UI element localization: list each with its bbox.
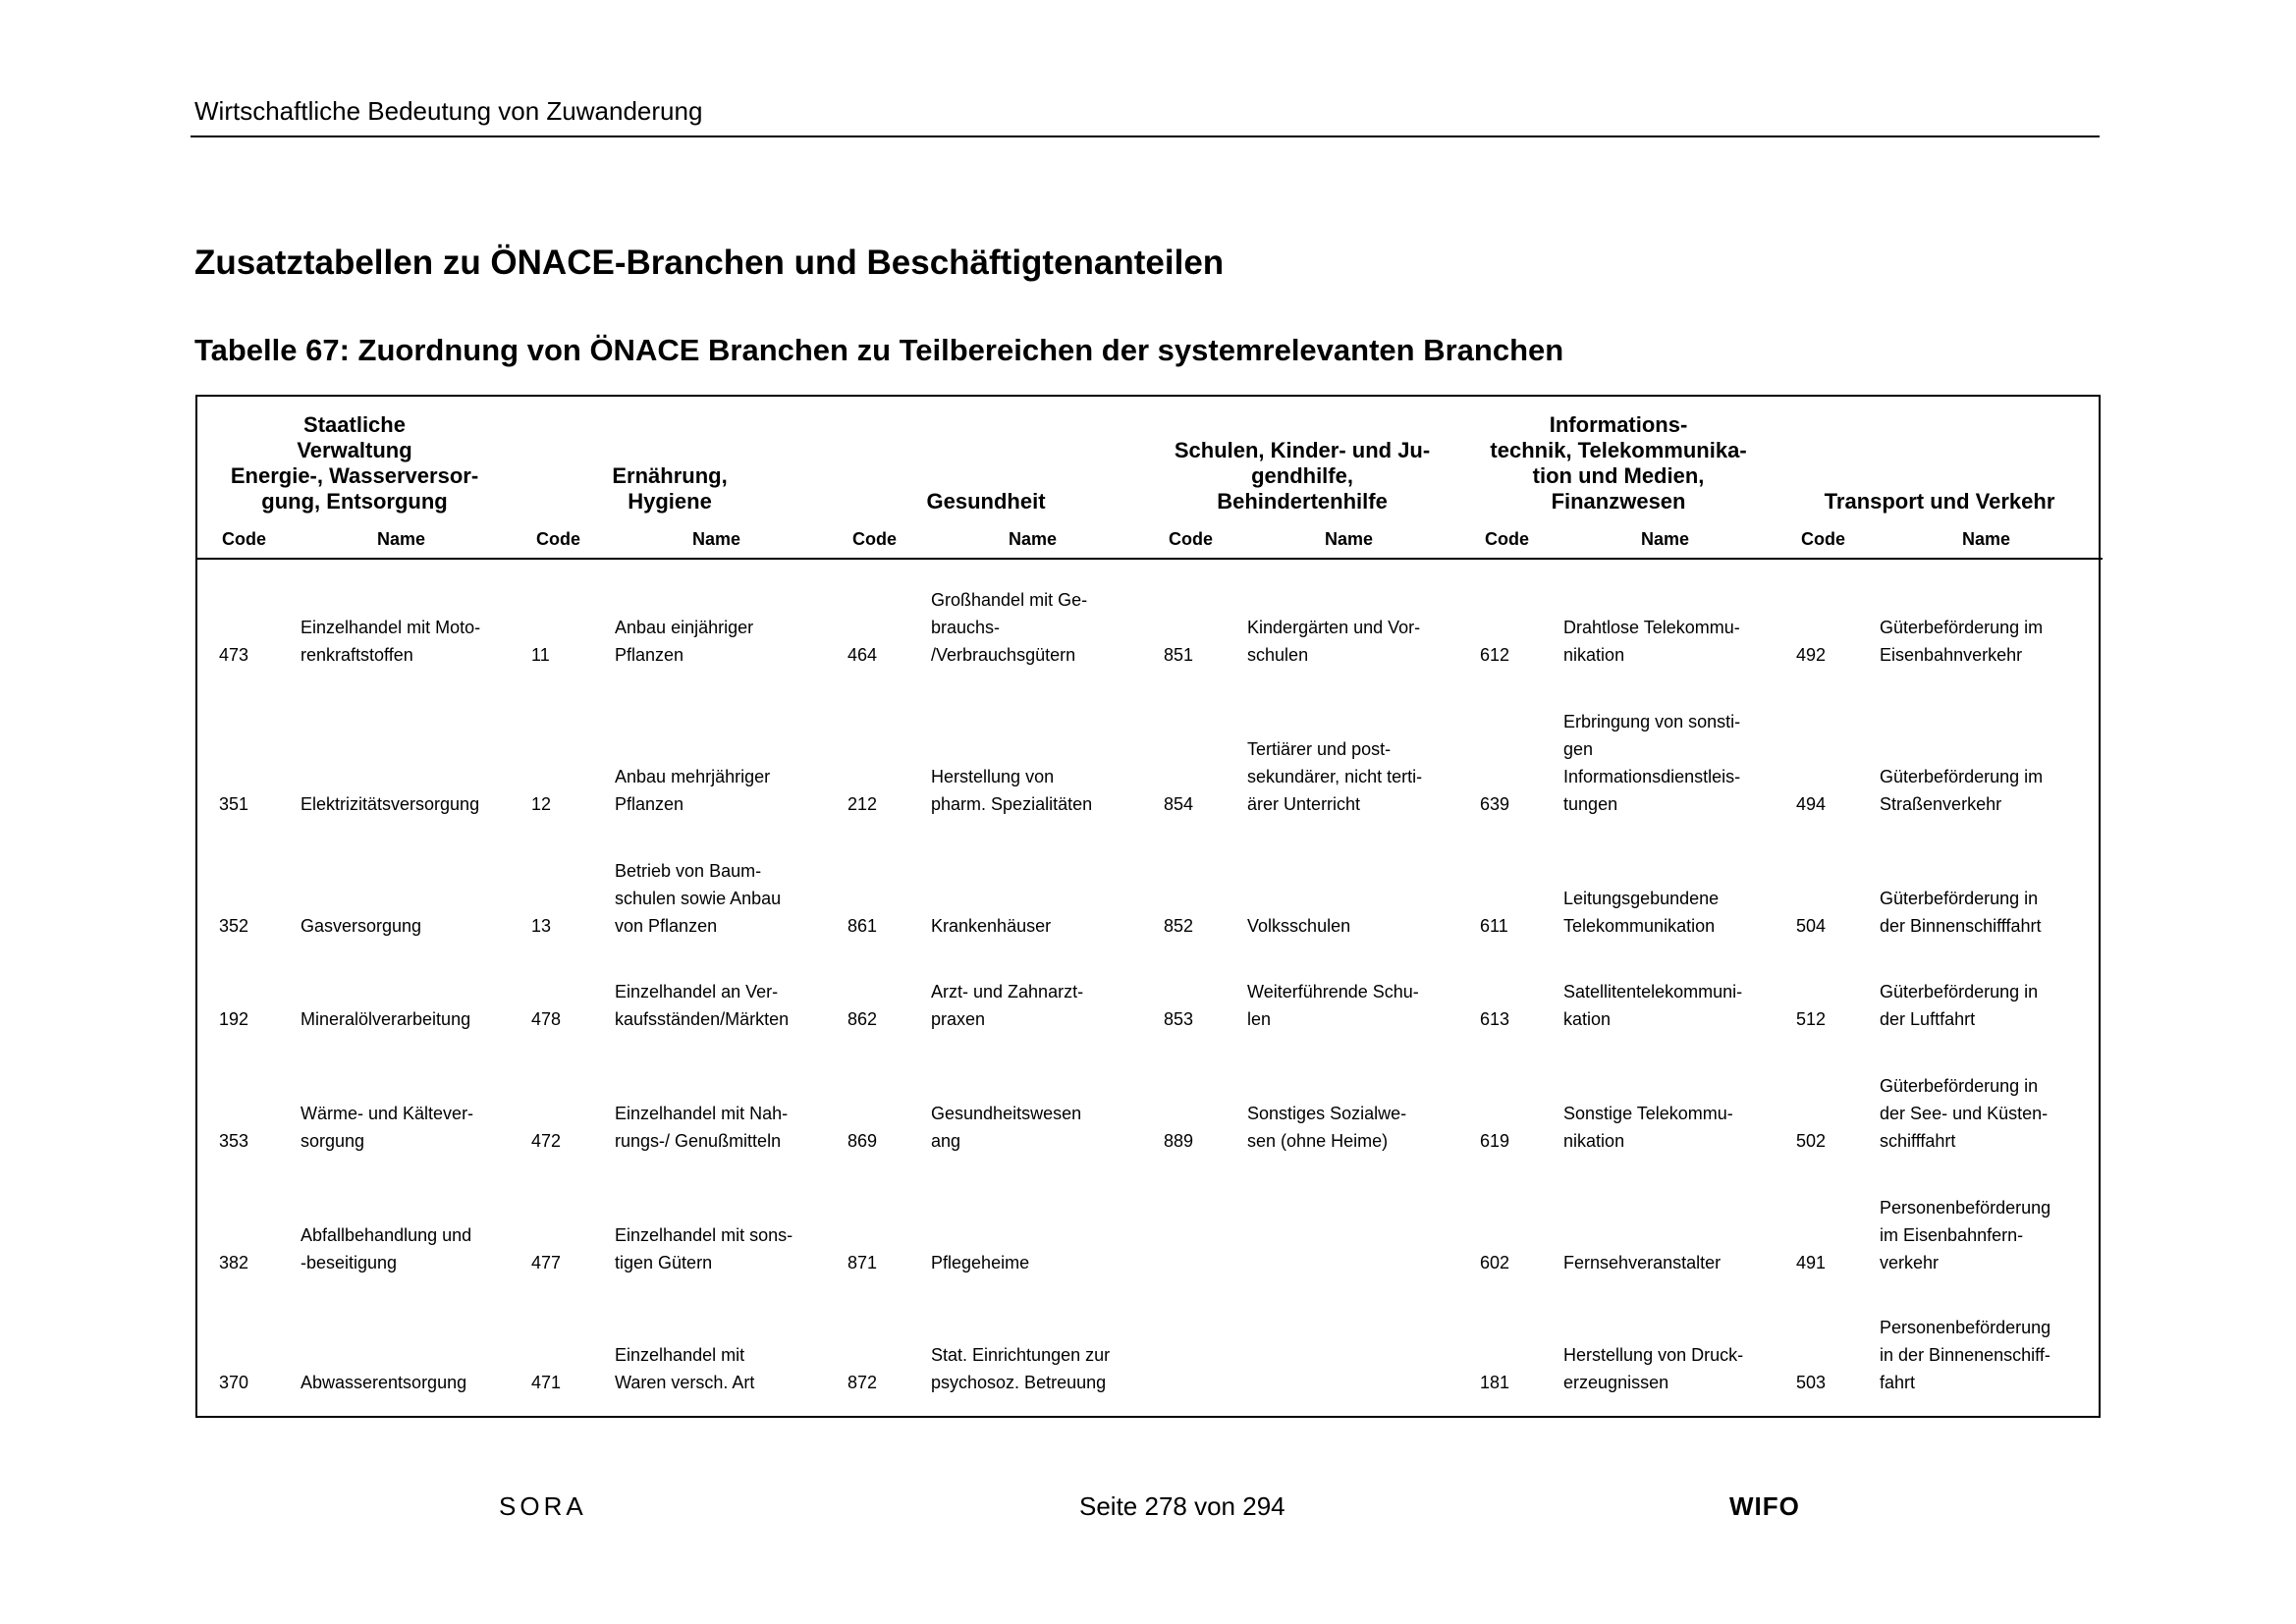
name-cell xyxy=(605,1033,828,1155)
name-line: Erbringung von sonsti- xyxy=(1563,712,1741,731)
name-cell xyxy=(1554,669,1777,818)
footer-sora-logo: SORA xyxy=(499,1491,587,1521)
name-line: Waren versch. Art xyxy=(615,1373,755,1392)
code-cell: 13 xyxy=(531,916,552,936)
code-cell: 370 xyxy=(219,1373,249,1392)
name-cell xyxy=(291,1276,512,1396)
group-header-line: Transport und Verkehr xyxy=(1824,489,2055,514)
name-line: Krankenhäuser xyxy=(931,916,1052,936)
code-cell: 851 xyxy=(1164,645,1194,665)
name-line: Güterbeförderung in xyxy=(1880,889,2039,908)
code-cell xyxy=(1144,1276,1237,1396)
name-cell xyxy=(1870,669,2103,818)
name-cell xyxy=(1554,1033,1777,1155)
name-line: Volksschulen xyxy=(1247,916,1351,936)
name-header: Name xyxy=(1554,520,1777,559)
code-cell: 611 xyxy=(1480,916,1508,936)
group-header xyxy=(828,397,1144,520)
code-cell: 473 xyxy=(219,645,249,665)
name-line: schulen xyxy=(1247,645,1309,665)
group-header-line: Finanzwesen xyxy=(1551,489,1686,514)
name-cell xyxy=(1870,1033,2103,1155)
group-header-line: gendhilfe, xyxy=(1251,463,1353,488)
footer-wifo-logo: WIFO xyxy=(1729,1491,1800,1521)
name-cell xyxy=(1237,1155,1460,1276)
code-cell: 872 xyxy=(847,1373,878,1392)
name-line: Personenbeförderung xyxy=(1880,1198,2051,1218)
code-cell: 853 xyxy=(1164,1009,1194,1029)
name-cell xyxy=(1237,818,1460,940)
name-cell xyxy=(1870,1155,2103,1276)
name-line: len xyxy=(1247,1009,1272,1029)
name-cell xyxy=(1554,818,1777,940)
name-line: schifffahrt xyxy=(1880,1131,1956,1151)
name-cell xyxy=(1237,940,1460,1033)
name-line: tungen xyxy=(1563,794,1618,814)
name-line: in der Binnenenschiff- xyxy=(1880,1345,2050,1365)
name-line: Tertiärer und post- xyxy=(1247,739,1392,759)
section-title: Zusatztabellen zu ÖNACE-Branchen und Beschäftigtenanteilen xyxy=(194,244,1225,282)
name-cell xyxy=(1554,1276,1777,1396)
table-row xyxy=(197,818,2103,940)
group-header-line: Energie-, Wasserversor- xyxy=(230,463,479,488)
code-cell: 613 xyxy=(1480,1009,1510,1029)
header-rule xyxy=(191,135,2100,137)
branch-table xyxy=(197,397,2103,1396)
name-header: Name xyxy=(291,520,512,559)
name-line: Straßenverkehr xyxy=(1880,794,2002,814)
name-line: der Binnenschifffahrt xyxy=(1880,916,2042,936)
code-cell xyxy=(1144,1155,1237,1276)
code-cell: 12 xyxy=(531,794,552,814)
code-cell: 11 xyxy=(531,645,550,665)
name-line: renkraftstoffen xyxy=(301,645,413,665)
name-line: kaufsständen/Märkten xyxy=(615,1009,790,1029)
name-line: Einzelhandel mit Moto- xyxy=(301,618,481,637)
code-cell: 889 xyxy=(1164,1131,1194,1151)
name-line: Sonstiges Sozialwe- xyxy=(1247,1104,1407,1123)
name-cell xyxy=(605,940,828,1033)
code-cell: 351 xyxy=(219,794,249,814)
code-header: Code xyxy=(1777,520,1870,559)
name-line: Gasversorgung xyxy=(301,916,422,936)
name-line: ärer Unterricht xyxy=(1247,794,1361,814)
code-header: Code xyxy=(197,520,291,559)
name-line: Herstellung von xyxy=(931,767,1055,786)
code-cell: 491 xyxy=(1796,1253,1827,1272)
name-header: Name xyxy=(1237,520,1460,559)
name-line: sorgung xyxy=(301,1131,365,1151)
table-row xyxy=(197,1276,2103,1396)
name-line: nikation xyxy=(1563,1131,1625,1151)
code-cell: 464 xyxy=(847,645,878,665)
name-line: Pflanzen xyxy=(615,645,684,665)
name-line: Güterbeförderung in xyxy=(1880,1076,2039,1096)
name-cell xyxy=(1237,1033,1460,1155)
name-line: Einzelhandel mit xyxy=(615,1345,745,1365)
name-line: Güterbeförderung im xyxy=(1880,767,2044,786)
name-cell xyxy=(1554,559,1777,669)
name-line: Einzelhandel mit sons- xyxy=(615,1225,793,1245)
code-cell: 478 xyxy=(531,1009,562,1029)
name-line: kation xyxy=(1563,1009,1612,1029)
name-cell xyxy=(1870,559,2103,669)
name-cell xyxy=(1870,1276,2103,1396)
code-cell: 862 xyxy=(847,1009,878,1029)
name-line: Informationsdienstleis- xyxy=(1563,767,1741,786)
name-cell xyxy=(605,669,828,818)
name-cell xyxy=(921,559,1144,669)
name-line: Güterbeförderung im xyxy=(1880,618,2044,637)
name-line: -beseitigung xyxy=(301,1253,398,1272)
group-header-line: gung, Entsorgung xyxy=(261,489,448,514)
name-cell xyxy=(291,818,512,940)
name-line: Abfallbehandlung und xyxy=(301,1225,472,1245)
code-header: Code xyxy=(1144,520,1237,559)
name-line: Wärme- und Kältever- xyxy=(301,1104,474,1123)
name-line: brauchs- xyxy=(931,618,1001,637)
name-line: Fernsehveranstalter xyxy=(1563,1253,1722,1272)
code-cell: 477 xyxy=(531,1253,562,1272)
page-number: Seite 278 von 294 xyxy=(1079,1491,1285,1521)
name-line: Leitungsgebundene xyxy=(1563,889,1720,908)
name-cell xyxy=(921,818,1144,940)
name-line: der See- und Küsten- xyxy=(1880,1104,2049,1123)
group-header-line: Verwaltung xyxy=(297,438,412,462)
name-cell xyxy=(605,559,828,669)
name-line: Weiterführende Schu- xyxy=(1247,982,1419,1001)
group-header-line: Schulen, Kinder- und Ju- xyxy=(1174,438,1431,462)
name-line: verkehr xyxy=(1880,1253,1940,1272)
name-cell xyxy=(1554,940,1777,1033)
name-header: Name xyxy=(1870,520,2103,559)
name-line: im Eisenbahnfern- xyxy=(1880,1225,2024,1245)
code-cell: 619 xyxy=(1480,1131,1510,1151)
name-header: Name xyxy=(921,520,1144,559)
name-line: Mineralölverarbeitung xyxy=(301,1009,471,1029)
name-line: sekundärer, nicht terti- xyxy=(1247,767,1423,786)
name-line: von Pflanzen xyxy=(615,916,718,936)
name-line: Telekommunikation xyxy=(1563,916,1716,936)
name-line: schulen sowie Anbau xyxy=(615,889,782,908)
code-cell: 869 xyxy=(847,1131,878,1151)
name-line: Arzt- und Zahnarzt- xyxy=(931,982,1084,1001)
code-header: Code xyxy=(1460,520,1554,559)
name-cell xyxy=(1237,559,1460,669)
group-header-line: Behindertenhilfe xyxy=(1217,489,1388,514)
code-cell: 852 xyxy=(1164,916,1194,936)
name-line: Gesundheitswesen xyxy=(931,1104,1082,1123)
name-cell xyxy=(921,1033,1144,1155)
name-line: Betrieb von Baum- xyxy=(615,861,762,881)
group-header-line: technik, Telekommunika- xyxy=(1490,438,1747,462)
name-line: erzeugnissen xyxy=(1563,1373,1669,1392)
code-cell: 181 xyxy=(1480,1373,1510,1392)
group-header xyxy=(1777,397,2103,520)
code-cell: 352 xyxy=(219,916,249,936)
name-line: gen xyxy=(1563,739,1594,759)
name-line: Güterbeförderung in xyxy=(1880,982,2039,1001)
table-row xyxy=(197,1155,2103,1276)
code-cell: 602 xyxy=(1480,1253,1510,1272)
code-cell: 639 xyxy=(1480,794,1510,814)
code-cell: 871 xyxy=(847,1253,878,1272)
name-line: Pflegeheime xyxy=(931,1253,1030,1272)
group-header-line: Gesundheit xyxy=(926,489,1046,514)
code-cell: 494 xyxy=(1796,794,1827,814)
name-line: Anbau einjähriger xyxy=(615,618,754,637)
name-cell xyxy=(605,818,828,940)
name-line: Anbau mehrjähriger xyxy=(615,767,771,786)
name-cell xyxy=(1554,1155,1777,1276)
name-header: Name xyxy=(605,520,828,559)
name-line: Personenbeförderung xyxy=(1880,1318,2051,1337)
code-cell: 382 xyxy=(219,1253,249,1272)
code-cell: 861 xyxy=(847,916,878,936)
code-cell: 471 xyxy=(531,1373,562,1392)
table-row xyxy=(197,669,2103,818)
name-cell xyxy=(921,669,1144,818)
name-cell xyxy=(291,940,512,1033)
name-line: rungs-/ Genußmitteln xyxy=(615,1131,782,1151)
table-row xyxy=(197,559,2103,669)
code-cell: 353 xyxy=(219,1131,249,1151)
name-line: Einzelhandel an Ver- xyxy=(615,982,779,1001)
name-line: ang xyxy=(931,1131,961,1151)
name-line: /Verbrauchsgütern xyxy=(931,645,1076,665)
name-cell xyxy=(1237,669,1460,818)
table-row xyxy=(197,1033,2103,1155)
name-cell xyxy=(605,1276,828,1396)
name-line: Kindergärten und Vor- xyxy=(1247,618,1421,637)
name-line: sen (ohne Heime) xyxy=(1247,1131,1389,1151)
group-header xyxy=(1144,397,1460,520)
name-line: Satellitentelekommuni- xyxy=(1563,982,1743,1001)
code-cell: 212 xyxy=(847,794,878,814)
name-cell xyxy=(1870,940,2103,1033)
name-line: praxen xyxy=(931,1009,986,1029)
name-cell xyxy=(291,1155,512,1276)
code-cell: 492 xyxy=(1796,645,1827,665)
name-line: Herstellung von Druck- xyxy=(1563,1345,1744,1365)
code-cell: 192 xyxy=(219,1009,249,1029)
name-cell xyxy=(291,1033,512,1155)
name-line: Pflanzen xyxy=(615,794,684,814)
name-line: nikation xyxy=(1563,645,1625,665)
group-header-line: Hygiene xyxy=(628,489,712,514)
name-cell xyxy=(921,940,1144,1033)
name-cell xyxy=(921,1276,1144,1396)
name-line: Großhandel mit Ge- xyxy=(931,590,1088,610)
name-line: Elektrizitätsversorgung xyxy=(301,794,480,814)
name-line: Stat. Einrichtungen zur xyxy=(931,1345,1111,1365)
group-header xyxy=(197,397,512,520)
group-header-line: Ernährung, xyxy=(612,463,728,488)
code-header: Code xyxy=(512,520,605,559)
name-cell xyxy=(921,1155,1144,1276)
code-cell: 472 xyxy=(531,1131,562,1151)
name-line: Abwasserentsorgung xyxy=(301,1373,467,1392)
code-header: Code xyxy=(828,520,921,559)
group-header-row xyxy=(197,397,2103,520)
name-line: psychosoz. Betreuung xyxy=(931,1373,1107,1392)
branch-table-frame xyxy=(195,395,2101,1418)
name-cell xyxy=(291,559,512,669)
code-cell: 854 xyxy=(1164,794,1194,814)
name-line: Eisenbahnverkehr xyxy=(1880,645,2023,665)
name-cell xyxy=(1870,818,2103,940)
code-cell: 504 xyxy=(1796,916,1827,936)
group-header xyxy=(512,397,828,520)
sub-header-row xyxy=(197,520,2103,559)
group-header-line: Staatliche xyxy=(303,412,406,437)
name-line: fahrt xyxy=(1880,1373,1916,1392)
table-row xyxy=(197,940,2103,1033)
name-line: Drahtlose Telekommu- xyxy=(1563,618,1740,637)
code-cell: 612 xyxy=(1480,645,1510,665)
name-cell xyxy=(291,669,512,818)
name-line: pharm. Spezialitäten xyxy=(931,794,1093,814)
code-cell: 503 xyxy=(1796,1373,1827,1392)
group-header-line: Informations- xyxy=(1549,412,1688,437)
name-line: Sonstige Telekommu- xyxy=(1563,1104,1733,1123)
name-line: Einzelhandel mit Nah- xyxy=(615,1104,789,1123)
name-cell xyxy=(1237,1276,1460,1396)
name-cell xyxy=(605,1155,828,1276)
name-line: tigen Gütern xyxy=(615,1253,713,1272)
table-title: Tabelle 67: Zuordnung von ÖNACE Branchen zu Teilbereichen der systemrelevanten Branchen xyxy=(194,333,1564,367)
group-header xyxy=(1460,397,1777,520)
name-line: der Luftfahrt xyxy=(1880,1009,1976,1029)
code-cell: 512 xyxy=(1796,1009,1827,1029)
running-header-title: Wirtschaftliche Bedeutung von Zuwanderung xyxy=(194,96,703,126)
table-body xyxy=(197,559,2103,1396)
code-cell: 502 xyxy=(1796,1131,1827,1151)
group-header-line: tion und Medien, xyxy=(1532,463,1705,488)
